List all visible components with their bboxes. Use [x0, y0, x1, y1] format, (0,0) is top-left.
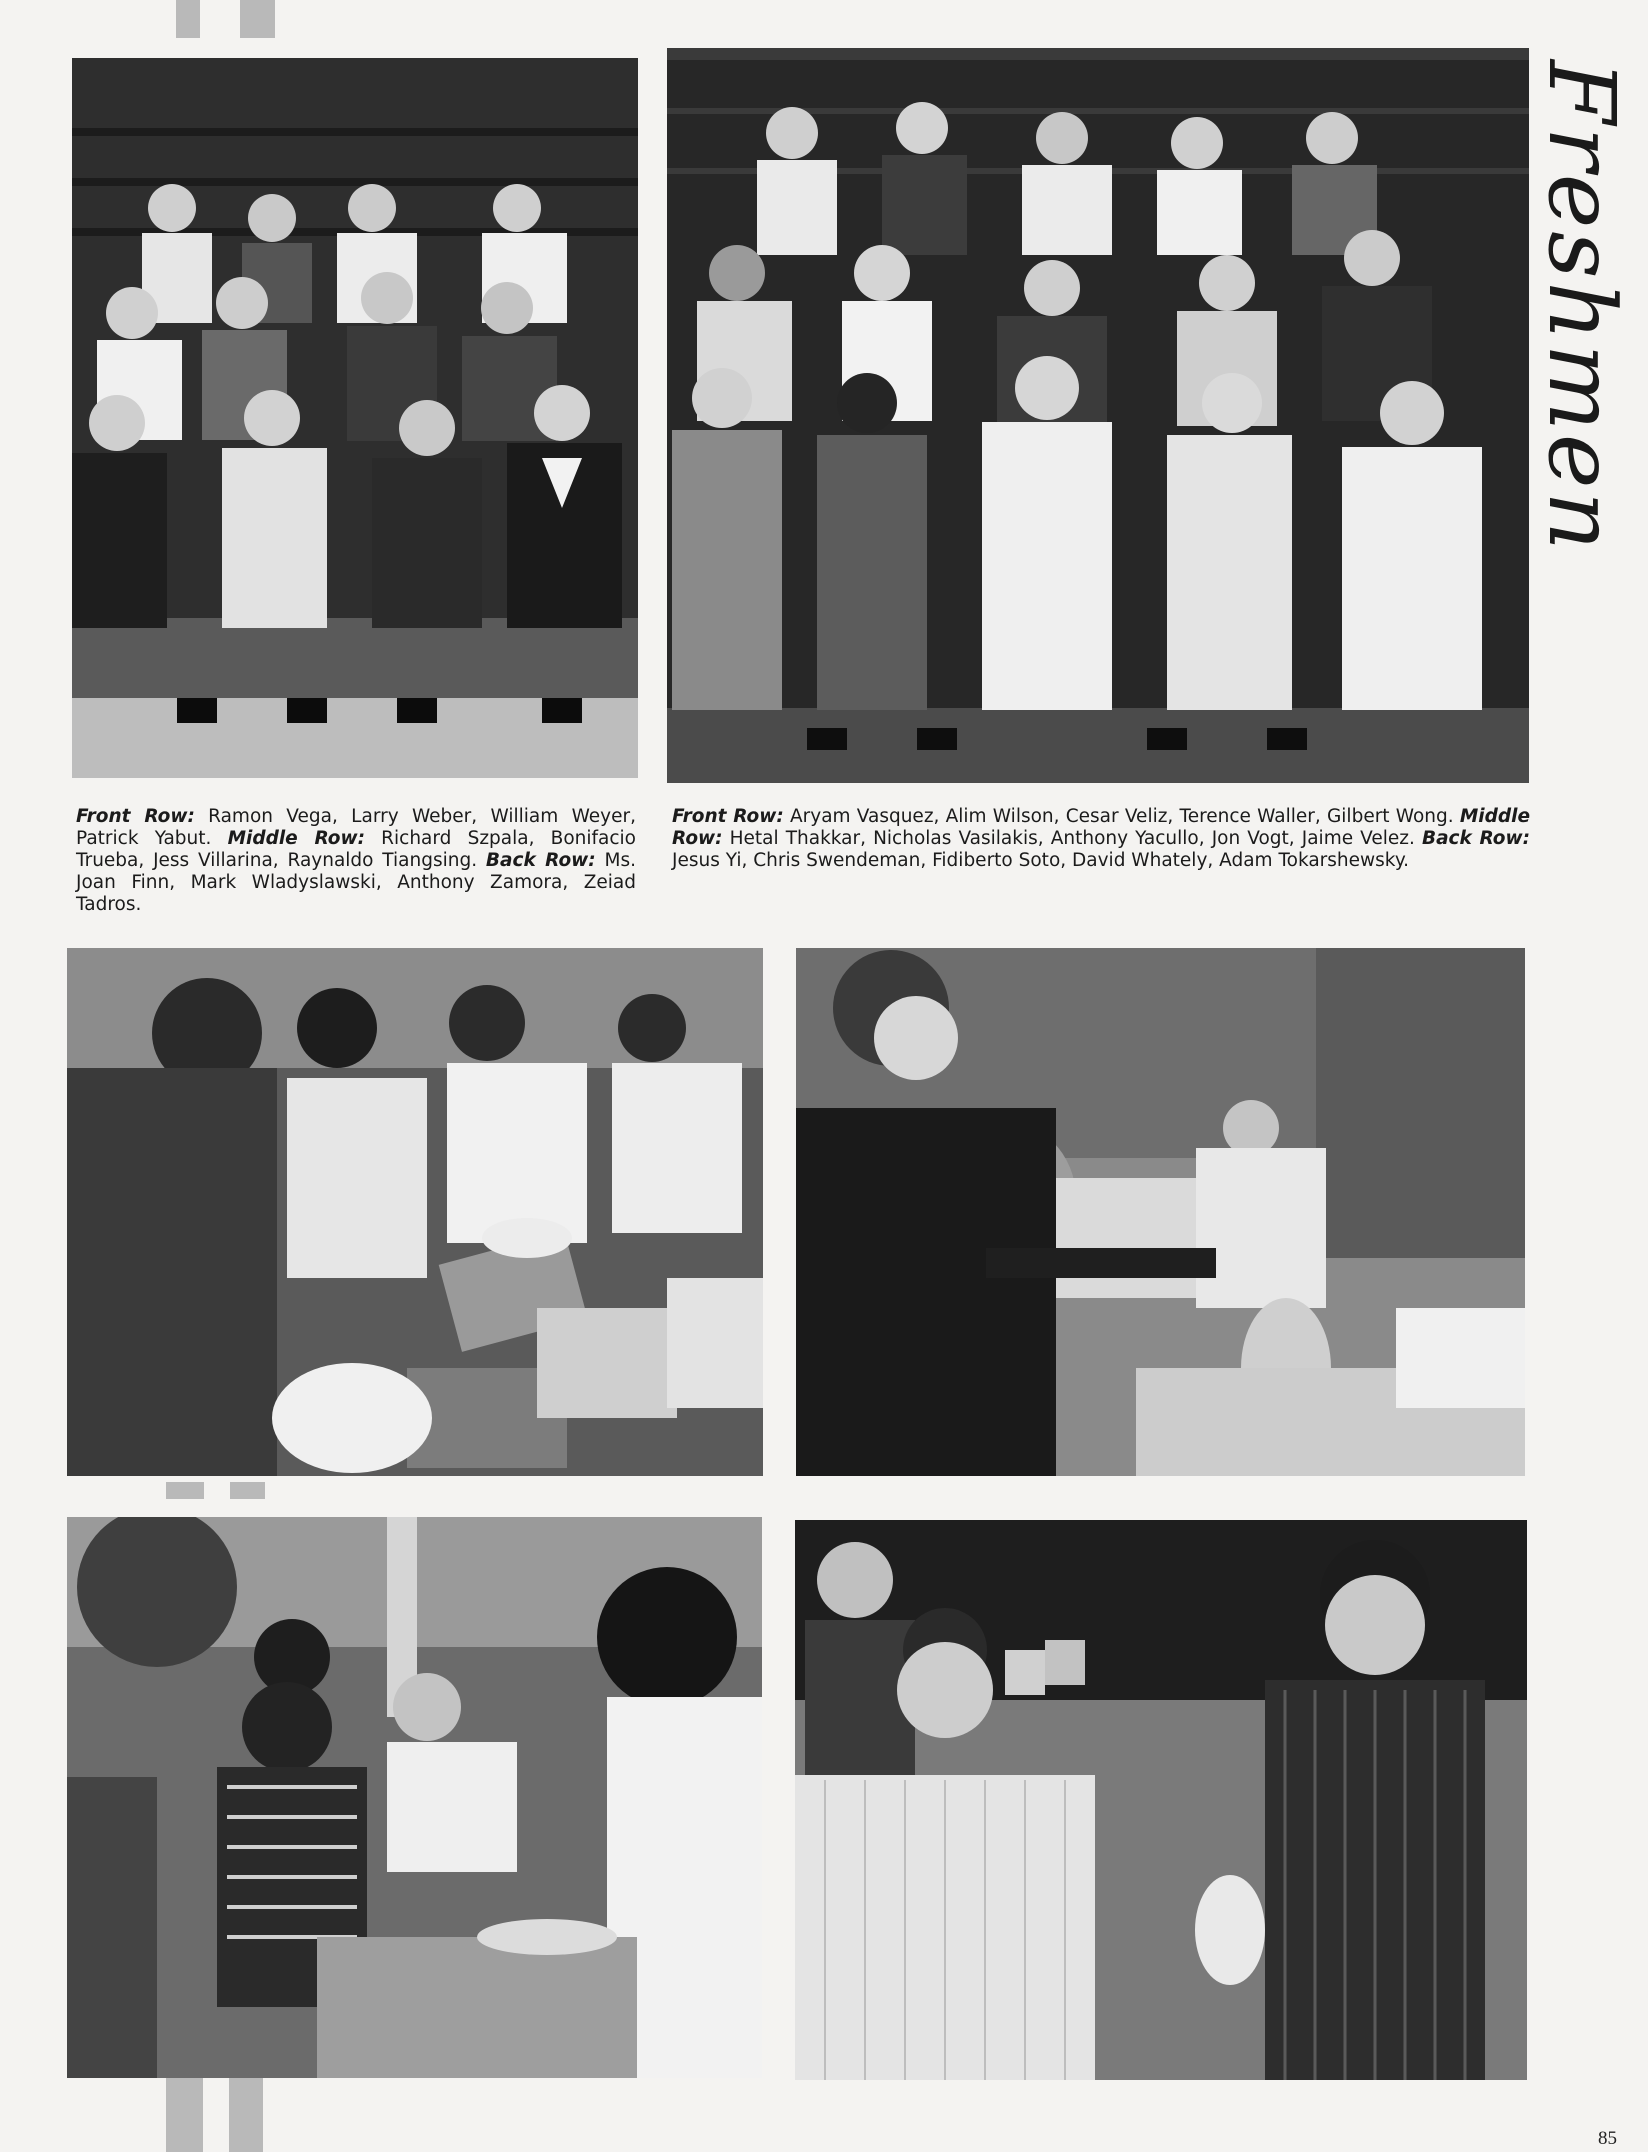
candid-photo-students-line — [795, 1520, 1527, 2080]
caption-left — [76, 806, 636, 916]
candid-photo-serving-hotdogs — [67, 1517, 762, 2078]
caption-left-row2-label: Middle Row: — [227, 828, 365, 849]
caption-right-row2-names: Hetal Thakkar, Nicholas Vasilakis, Anthony Yacullo, Jon Vogt, Jaime Velez. — [722, 828, 1422, 849]
caption-left-row1-names: Ramon Vega, Larry Weber, William Weyer, Patrick Yabut. — [76, 806, 636, 849]
caption-left-row2-names: Richard Szpala, Bonifacio Trueba, Jess Villarina, Raynaldo Tiangsing. — [76, 828, 637, 871]
caption-right-row1-label: Front Row: — [672, 806, 784, 827]
caption-right-row3-label: Back Row: — [1421, 828, 1530, 849]
page-number: 85 — [1598, 2128, 1617, 2149]
caption-right-row1-names: Aryam Vasquez, Alim Wilson, Cesar Veliz, Terence Waller, Gilbert Wong. — [783, 806, 1460, 827]
page-title — [1505, 60, 1648, 554]
mid-gray-bar-right — [230, 1482, 265, 1499]
group-photo-left-image — [72, 58, 638, 778]
caption-left-row3-label: Back Row: — [485, 850, 596, 871]
group-photo-left — [72, 58, 638, 778]
top-gray-bar-right — [240, 0, 275, 38]
caption-right-row3-names: Jesus Yi, Chris Swendeman, Fidiberto Soto, David Whately, Adam Tokarshewsky. — [672, 850, 1410, 871]
candid-photo-server-mitt — [796, 948, 1525, 1476]
bottom-gray-bar-left — [166, 2078, 203, 2152]
caption-left-row1-label: Front Row: — [76, 806, 195, 827]
candid-photo-food-line-image — [67, 948, 763, 1476]
mid-gray-bar-left — [166, 1482, 204, 1499]
caption-right — [672, 806, 1530, 872]
candid-photo-serving-hotdogs-image — [67, 1517, 762, 2078]
group-photo-right-image — [667, 48, 1529, 783]
group-photo-right — [667, 48, 1529, 783]
caption-left-row3-names: Ms. Joan Finn, Mark Wladyslawski, Anthony Zamora, Zeiad Tadros. — [76, 850, 636, 915]
candid-photo-food-line — [67, 948, 763, 1476]
page-title-text: Freshmen — [1528, 60, 1635, 554]
bottom-gray-bar-right — [229, 2078, 263, 2152]
caption-right-row2-label: Middle Row: — [672, 806, 1530, 849]
top-gray-bar-left — [176, 0, 200, 38]
candid-photo-server-mitt-image — [796, 948, 1525, 1476]
candid-photo-students-line-image — [795, 1520, 1527, 2080]
